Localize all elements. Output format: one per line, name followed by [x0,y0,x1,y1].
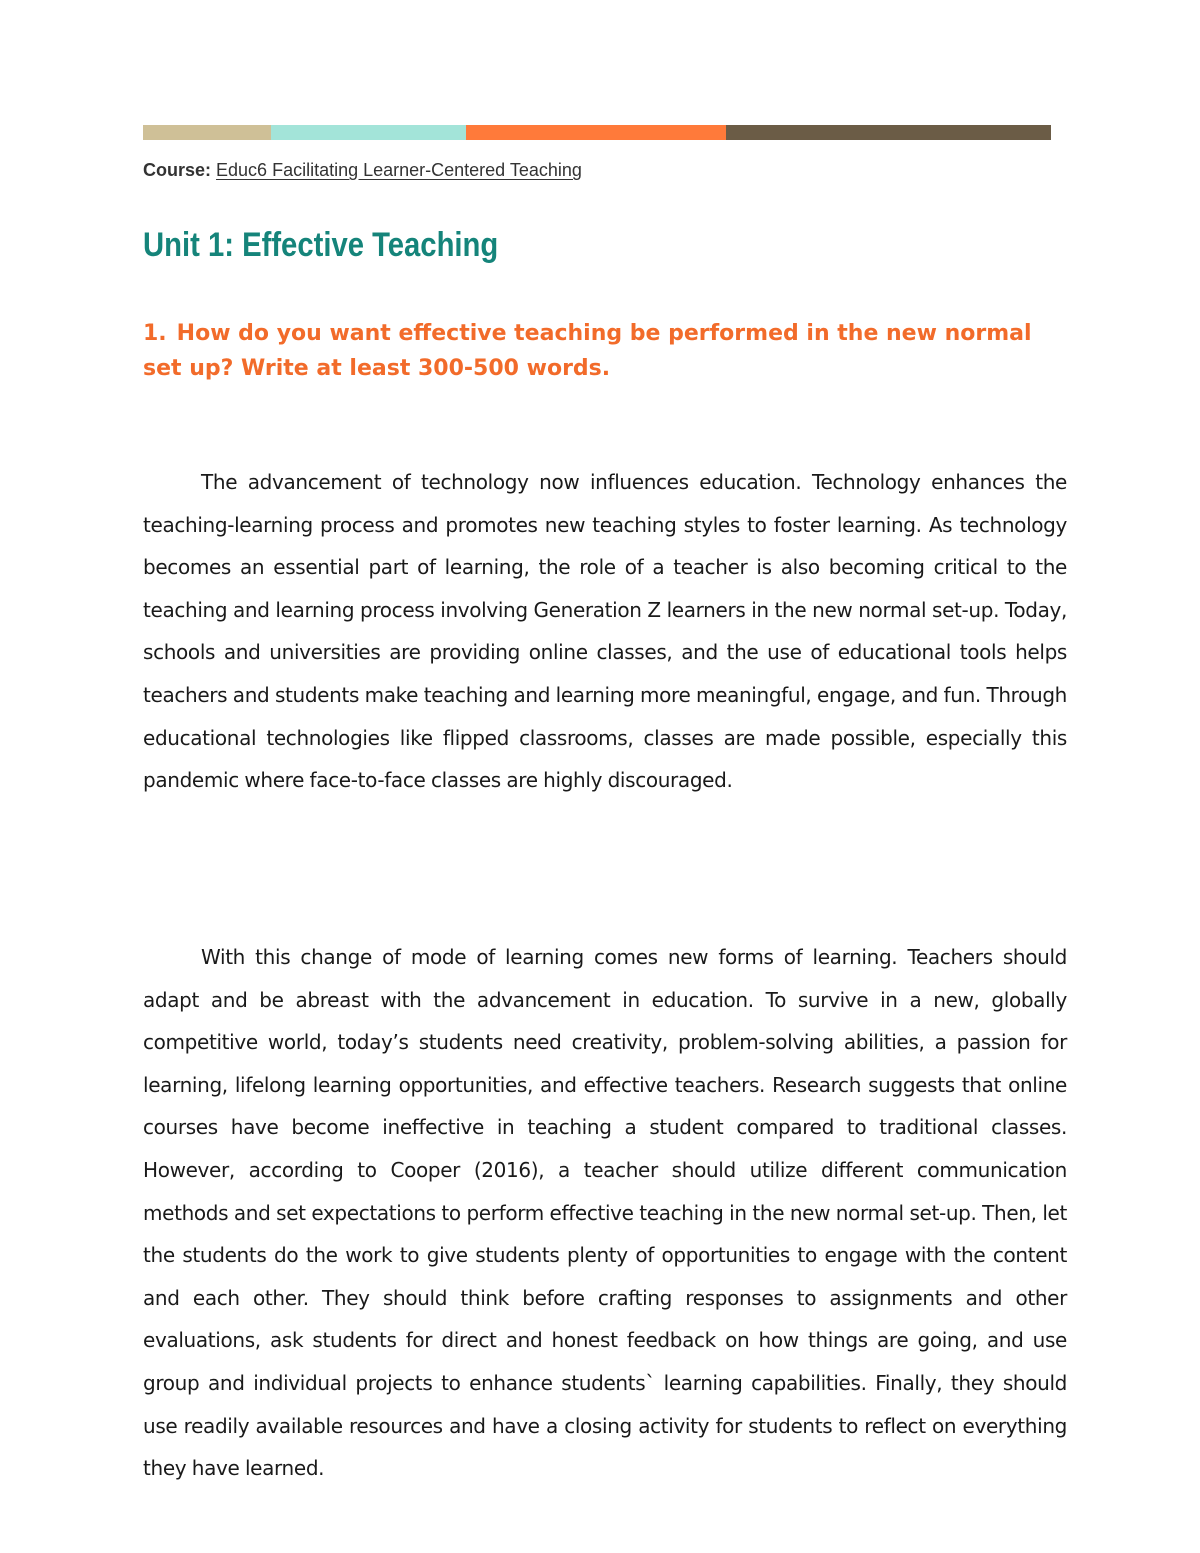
course-label: Course: [143,160,212,180]
unit-title: Unit 1: Effective Teaching [143,226,499,264]
color-bar-segment-brown [726,125,1051,140]
color-bar-segment-orange [466,125,726,140]
question-number: 1. [143,321,167,346]
question-text: How do you want effective teaching be performed in the new normal set up? Write at least 300-500 words. [143,321,1032,381]
color-bar-segment-aqua [271,125,466,140]
body-paragraph-1: The advancement of technology now influences education. Technology enhances the teaching-learning process and promotes new teaching styles to foster learning. As technology becomes an essential part of learning, the role of a teacher is also becoming critical to the teaching and learning process involving Generation Z learners in the new normal set-up. Today, schools and universities are providing online classes, and the use of educational tools helps teachers and students make teaching and learning more meaningful, engage, and fun. Through educational technologies like flipped classrooms, classes are made possible, especially this pandemic where face-to-face classes are highly discouraged. [143,470,1067,793]
course-line [143,160,582,181]
question-prompt [143,316,1073,386]
color-bar-segment-tan [143,125,271,140]
header-color-bar [143,125,1051,140]
course-name: Educ6 Facilitating Learner-Centered Teaching [216,160,582,180]
body-paragraph-2: With this change of mode of learning comes new forms of learning. Teachers should adapt and be abreast with the advancement in education. To survive in a new, globally competitive world, today’s students need creativity, problem-solving abilities, a passion for learning, lifelong learning opportunities, and effective teachers. Research suggests that online courses have become ineffective in teaching a student compared to traditional classes. However, according to Cooper (2016), a teacher should utilize different communication methods and set expectations to perform effective teaching in the new normal set-up. Then, let the students do the work to give students plenty of opportunities to engage with the content and each other. They should think before crafting responses to assignments and other evaluations, ask students for direct and honest feedback on how things are going, and use group and individual projects to enhance students` learning capabilities. Finally, they should use readily available resources and have a closing activity for students to reflect on everything they have learned. [143,945,1067,1481]
